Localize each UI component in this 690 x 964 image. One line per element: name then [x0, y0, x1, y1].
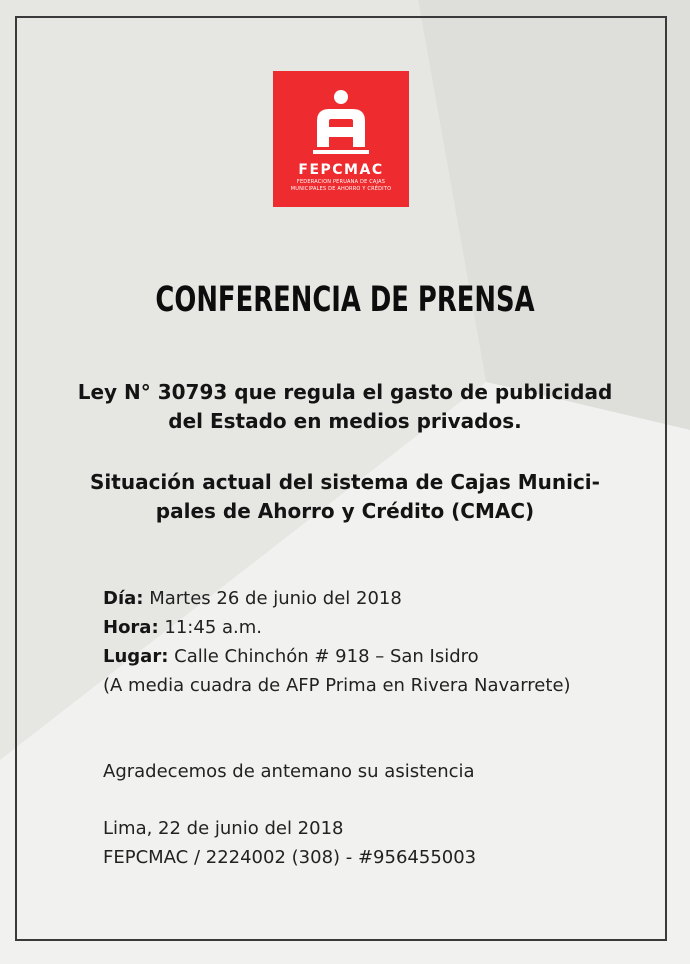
time-label: Hora — [103, 617, 152, 638]
topic-cmac-line2: pales de Ahorro y Crédito (CMAC) — [155, 499, 535, 523]
place-value: Calle Chinchón # 918 – San Isidro — [174, 646, 479, 667]
logo-brand-text: FEPCMAC — [298, 162, 384, 178]
page-title: CONFERENCIA DE PRENSA — [155, 280, 535, 320]
detail-day: Día: Martes 26 de junio del 2018 — [103, 588, 402, 609]
topic-cmac — [60, 468, 630, 526]
topic-law — [60, 378, 630, 436]
topic-law-line2: del Estado en medios privados. — [168, 409, 522, 433]
time-value: 11:45 a.m. — [164, 617, 263, 638]
topic-law-line1: Ley N° 30793 que regula el gasto de publicidad — [77, 380, 613, 404]
fepcmac-logo — [273, 71, 409, 207]
detail-place: Lugar: Calle Chinchón # 918 – San Isidro — [103, 646, 479, 667]
topic-cmac-line1: Situación actual del sistema de Cajas Munici- — [90, 470, 600, 494]
footer — [103, 814, 476, 872]
footer-date: Lima, 22 de junio del 2018 — [103, 818, 344, 839]
place-label: Lugar — [103, 646, 162, 667]
detail-time: Hora: 11:45 a.m. — [103, 617, 263, 638]
logo-subtitle-line1: FEDERACION PERUANA DE CAJAS — [296, 179, 386, 185]
day-value: Martes 26 de junio del 2018 — [149, 588, 402, 609]
day-label: Día — [103, 588, 137, 609]
thanks-text: Agradecemos de antemano su asistencia — [103, 761, 475, 782]
event-details — [103, 584, 571, 700]
logo-subtitle-line2: MUNICIPALES DE AHORRO Y CRÉDITO — [290, 186, 392, 192]
logo-subtitle — [283, 179, 399, 193]
place-note: (A media cuadra de AFP Prima en Rivera Navarrete) — [103, 675, 571, 696]
footer-contact: FEPCMAC / 2224002 (308) - #956455003 — [103, 847, 477, 868]
